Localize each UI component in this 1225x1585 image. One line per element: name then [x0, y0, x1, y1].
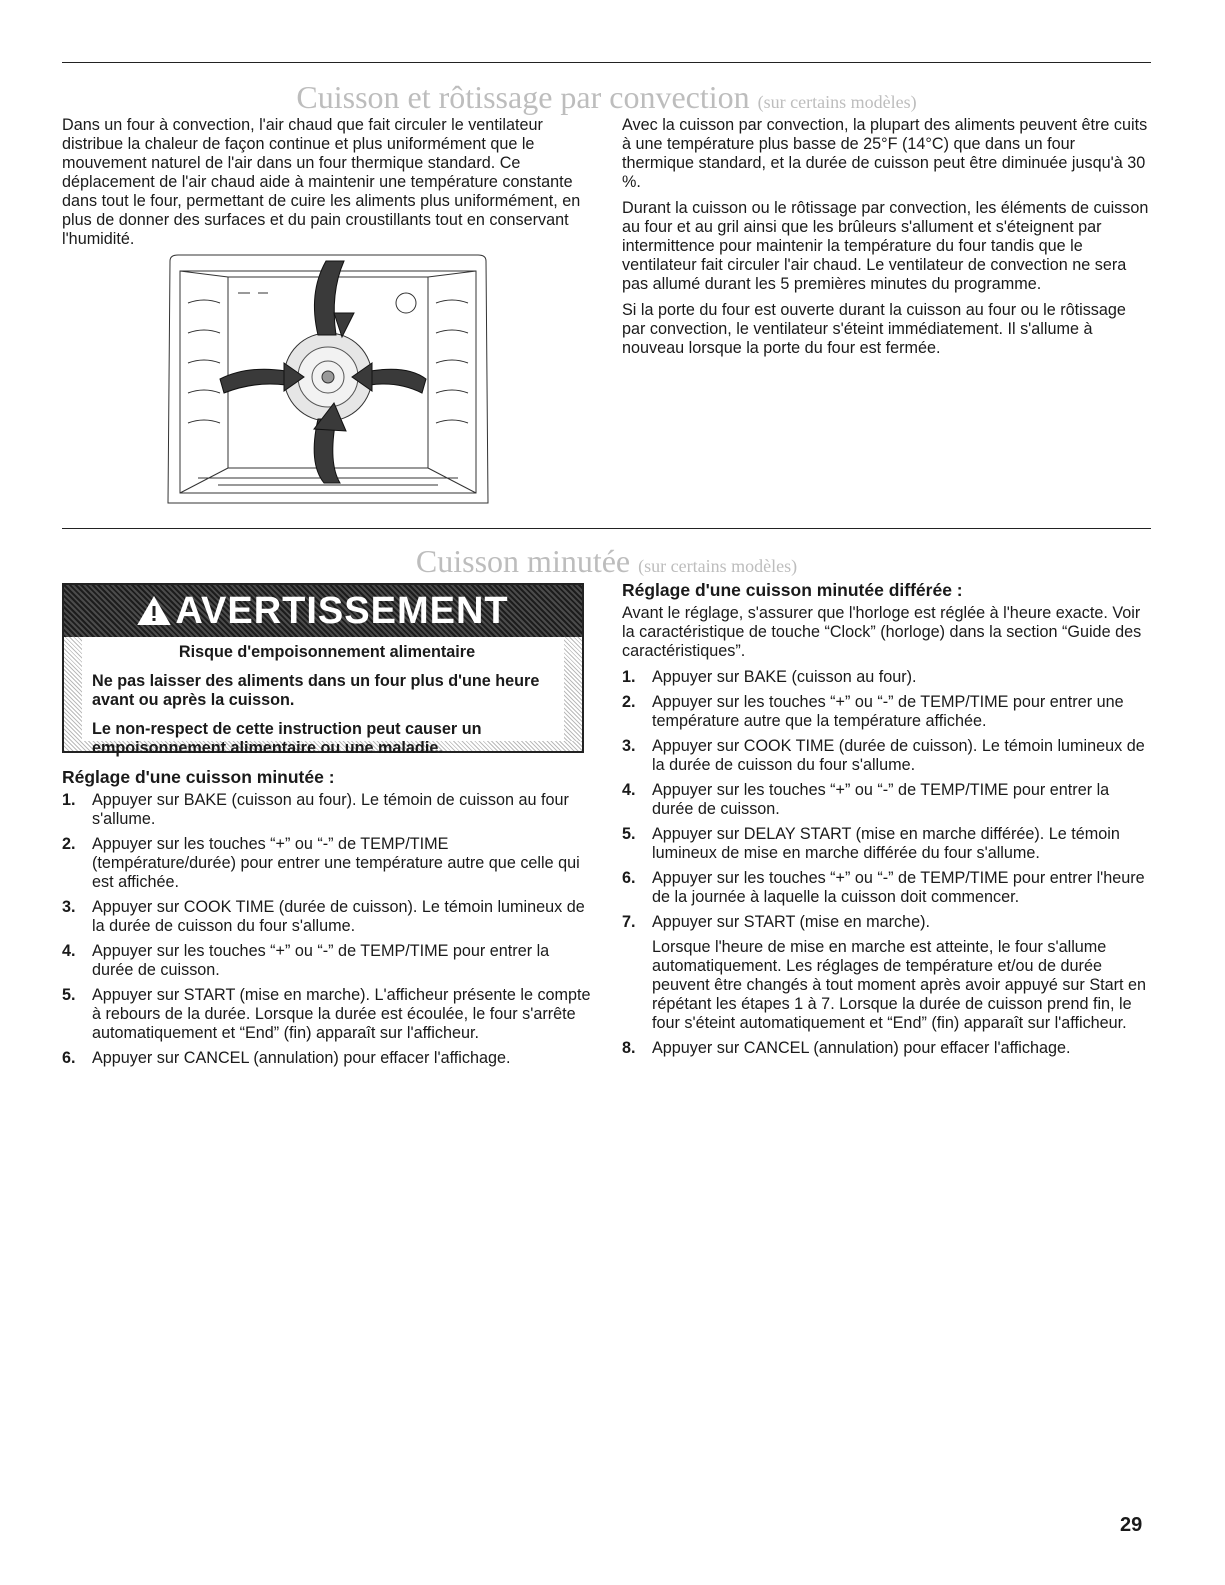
section-title-convection: Cuisson et rôtissage par convection (sur certains modèles): [296, 79, 917, 115]
arrow-left: [220, 369, 286, 393]
warning-line-1: Ne pas laisser des aliments dans un four plus d'une heure avant ou après la cuisson.: [92, 672, 540, 709]
oven-light: [396, 293, 416, 313]
arrow-top-head: [334, 313, 354, 337]
convection-right-column: [622, 116, 1151, 365]
right-rack-supports: [436, 300, 468, 423]
convection-left-column: [62, 116, 592, 256]
step-7-note: Lorsque l'heure de mise en marche est atteinte, le four s'allume automatiquement. Les réglages de température et/ou de durée peuvent être changés à tout moment après avoir appuyé sur Start en répétant les étapes 1 à 7. Lorsque la durée de cuisson prend fin, le four s'éteint automatiquement et “End” (fin) apparaît sur l'afficheur.: [652, 938, 1147, 1032]
convection-paragraph-1: Avec la cuisson par convection, la plupart des aliments peuvent être cuits à une température plus basse de 25°F (14°C) que dans un four thermique standard, et la durée de cuisson peut être diminuée jusqu'à 30 %.: [622, 116, 1148, 191]
list-item: 2. Appuyer sur les touches “+” ou “-” de TEMP/TIME (température/durée) pour entrer une température autre que celle qui est affichée.: [62, 835, 580, 891]
page-number: 29: [1120, 1514, 1143, 1536]
list-item: 5. Appuyer sur DELAY START (mise en marche différée). Le témoin lumineux de mise en marche différée du four s'allume.: [622, 825, 1120, 862]
warning-text: [92, 643, 562, 768]
delayed-cooking-heading: Réglage d'une cuisson minutée différée :: [622, 580, 963, 600]
list-item: 4. Appuyer sur les touches “+” ou “-” de TEMP/TIME pour entrer la durée de cuisson.: [62, 942, 550, 979]
convection-intro-paragraph: Dans un four à convection, l'air chaud que fait circuler le ventilateur distribue la chaleur de façon continue et plus uniformément que le mouvement naturel de l'air dans un four thermique standard. Ce déplacement de l'air chaud aide à maintenir une température constante dans tout le four, permettant de cuire les aliments plus uniformément, en plus de donner des surfaces et du pain croustillants tout en conservant l'humidité.: [62, 116, 581, 248]
list-item: 1. Appuyer sur BAKE (cuisson au four). Le témoin de cuisson au four s'allume.: [62, 791, 569, 828]
warning-box: [62, 583, 584, 757]
middle-rule: [62, 528, 1151, 529]
warning-banner: AVERTISSEMENT: [64, 585, 582, 637]
delayed-cooking-steps: [622, 668, 1151, 1058]
list-item: 6. Appuyer sur les touches “+” ou “-” de TEMP/TIME pour entrer l'heure de la journée à laquelle la cuisson doit commencer.: [622, 869, 1145, 906]
warning-line-2: Le non-respect de cette instruction peut causer un empoisonnement alimentaire ou une maladie.: [92, 720, 482, 757]
list-item: 5. Appuyer sur START (mise en marche). L'afficheur présente le compte à rebours de la durée. Lorsque la durée est écoulée, le four s'arrête automatiquement et “End” (fin) apparaît sur l'afficheur.: [62, 986, 591, 1042]
list-item: 1. Appuyer sur BAKE (cuisson au four).: [622, 668, 917, 686]
delayed-cooking-column: [622, 581, 1151, 1064]
convection-paragraph-2: Durant la cuisson ou le rôtissage par convection, les éléments de cuisson au four et au gril ainsi que les brûleurs s'allument et s'éteignent par intermittence pour maintenir la température du four tandis que le ventilateur fait circuler l'air chaud. Le ventilateur de convection ne sera pas allumé durant les 5 premières minutes du programme.: [622, 199, 1149, 293]
section-title-timed-cooking: Cuisson minutée (sur certains modèles): [415, 543, 798, 579]
list-item: 3. Appuyer sur COOK TIME (durée de cuisson). Le témoin lumineux de la durée de cuisson du four s'allume.: [62, 898, 585, 935]
warning-triangle-icon: [137, 596, 171, 626]
list-item: 8. Appuyer sur CANCEL (annulation) pour effacer l'affichage.: [622, 1039, 1071, 1057]
list-item: 6. Appuyer sur CANCEL (annulation) pour effacer l'affichage.: [62, 1049, 511, 1067]
arrow-right: [370, 369, 426, 393]
list-item: 4. Appuyer sur les touches “+” ou “-” de TEMP/TIME pour entrer la durée de cuisson.: [622, 781, 1110, 818]
timed-cooking-column: [62, 768, 592, 1074]
list-item: 3. Appuyer sur COOK TIME (durée de cuisson). Le témoin lumineux de la durée de cuisson du four s'allume.: [622, 737, 1145, 774]
left-rack-supports: [188, 300, 220, 423]
convection-oven-illustration: [158, 253, 498, 511]
warning-risk: Risque d'empoisonnement alimentaire: [178, 643, 476, 661]
list-item: 2. Appuyer sur les touches “+” ou “-” de TEMP/TIME pour entrer une température autre que la température affichée.: [622, 693, 1124, 730]
convection-paragraph-3: Si la porte du four est ouverte durant la cuisson au four ou le rôtissage par convection, le ventilateur s'éteint immédiatement. Il s'allume à nouveau lorsque la porte du four est fermée.: [622, 301, 1126, 357]
timed-cooking-steps: [62, 791, 592, 1068]
list-item: 7. Appuyer sur START (mise en marche). Lorsque l'heure de mise en marche est atteinte, le four s'allume automatiquement. Les réglages de température et/ou de durée peuvent être changés à tout moment après avoir appuyé sur Start en répétant les étapes 1 à 7. Lorsque la durée de cuisson prend fin, le four s'éteint automatiquement et “End” (fin) apparaît sur l'afficheur.: [622, 913, 1151, 1033]
timed-cooking-heading: Réglage d'une cuisson minutée :: [62, 767, 335, 787]
delayed-cooking-intro: Avant le réglage, s'assurer que l'horloge est réglée à l'heure exacte. Voir la caractéristique de touche “Clock” (horloge) dans la section “Guide des caractéristiques”.: [622, 604, 1142, 660]
top-rule: [62, 62, 1151, 63]
